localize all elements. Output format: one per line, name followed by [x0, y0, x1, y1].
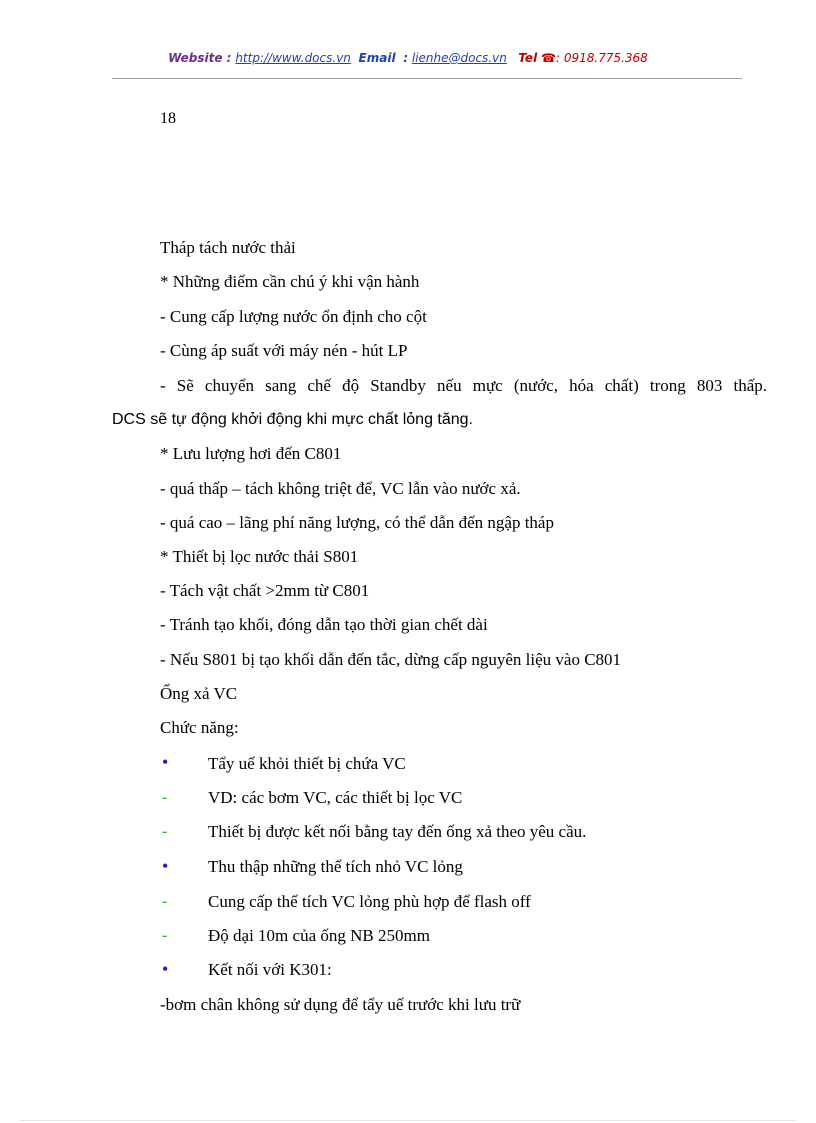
bullet-dash-icon: - [162, 893, 168, 910]
text-line: -bơm chân không sử dụng để tẩy uế trước khi lưu trữ [160, 995, 521, 1014]
text-line: Chức năng: [160, 718, 239, 737]
list-item: Kết nối với K301: [208, 960, 332, 979]
text-line: DCS sẽ tự động khởi động khi mực chất lỏng tăng. [112, 411, 473, 428]
website-link[interactable]: http://www.docs.vn [235, 51, 351, 65]
footer-divider [20, 1120, 796, 1121]
list-item: VD: các bơm VC, các thiết bị lọc VC [208, 788, 463, 807]
list-item: Thu thập những thể tích nhỏ VC lỏng [208, 857, 463, 876]
tel-number: 0918.775.368 [563, 51, 648, 65]
page-number: 18 [160, 110, 176, 127]
header-divider [112, 78, 742, 79]
bullet-dot-icon: • [162, 752, 169, 772]
website-label: Website : [168, 51, 232, 65]
text-line: - Cùng áp suất với máy nén - hút LP [160, 341, 408, 360]
bullet-dot-icon: • [162, 959, 169, 979]
tel-label: Tel [518, 51, 538, 65]
bullet-dash-icon: - [162, 823, 168, 840]
bullet-dash-icon: - [162, 927, 168, 944]
text-line: * Thiết bị lọc nước thải S801 [160, 547, 359, 566]
list-item: Thiết bị được kết nối bằng tay đến ống xả theo yêu cầu. [208, 822, 587, 841]
page-header [0, 51, 816, 65]
email-separator: : [403, 51, 409, 65]
bullet-dot-icon: • [162, 856, 169, 876]
list-item: Tẩy uế khỏi thiết bị chứa VC [208, 754, 406, 773]
section-title-vc-pipe: Ống xả VC [160, 684, 238, 703]
bullet-dash-icon: - [162, 789, 168, 806]
text-line: - Tránh tạo khối, đóng dẫn tạo thời gian chết dài [160, 615, 488, 634]
text-line: - Tách vật chất >2mm từ C801 [160, 581, 370, 600]
email-label: Email [358, 51, 396, 65]
text-line: - Cung cấp lượng nước ổn định cho cột [160, 307, 427, 326]
text-line: - quá thấp – tách không triệt để, VC lẫn vào nước xả. [160, 479, 521, 498]
email-link[interactable]: lienhe@docs.vn [411, 51, 507, 65]
text-line: - quá cao – lãng phí năng lượng, có thể dẫn đến ngập tháp [160, 513, 554, 532]
section-title-water-tower: Tháp tách nước thải [160, 238, 296, 257]
list-item: Cung cấp thể tích VC lỏng phù hợp để flash off [208, 892, 531, 911]
text-line: - Sẽ chuyển sang chế độ Standby nếu mực (nước, hóa chất) trong 803 thấp. [160, 376, 767, 395]
telephone-icon: ☎ [541, 51, 556, 65]
text-line: * Những điểm cần chú ý khi vận hành [160, 272, 420, 291]
text-line: * Lưu lượng hơi đến C801 [160, 444, 342, 463]
list-item: Độ dại 10m của ống NB 250mm [208, 926, 430, 945]
tel-separator: : [555, 51, 561, 65]
text-line: - Nếu S801 bị tạo khối dẫn đến tắc, dừng cấp nguyên liệu vào C801 [160, 650, 622, 669]
